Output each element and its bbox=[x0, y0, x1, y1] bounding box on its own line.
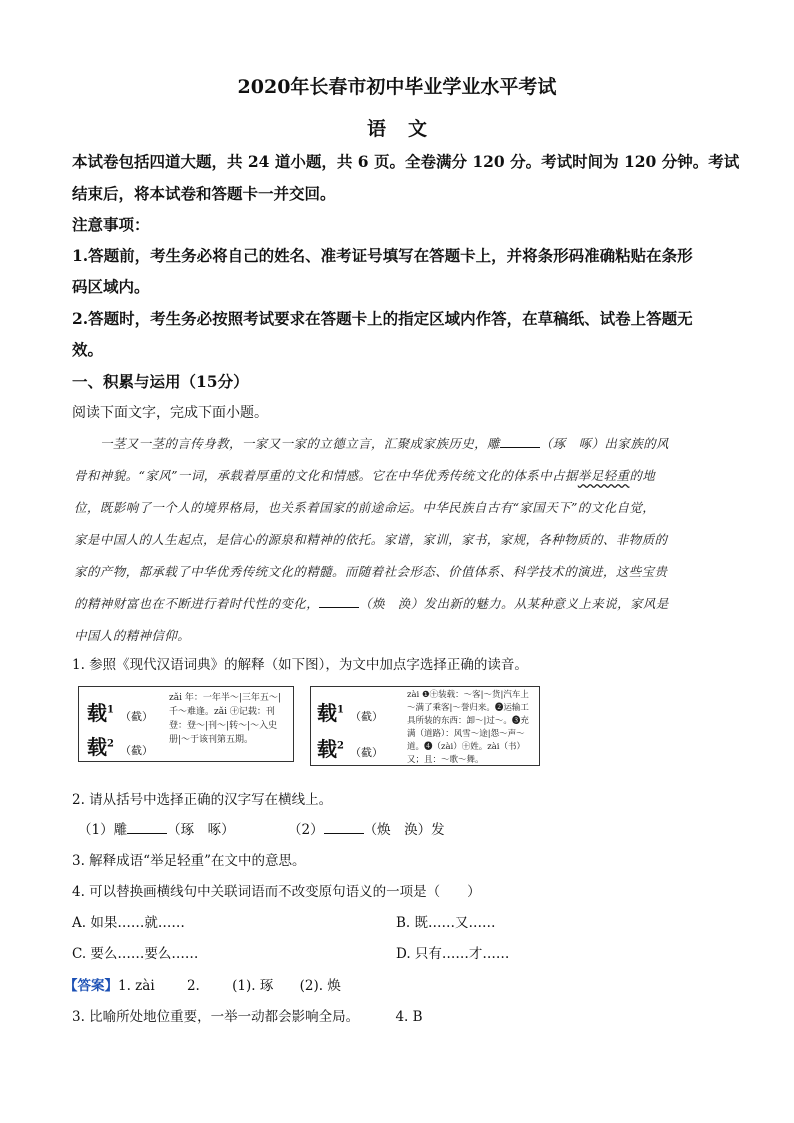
dict-head-2: 载$^2$（截） bbox=[317, 737, 383, 761]
blank-answer-1 bbox=[127, 821, 167, 834]
instructions-line-1: 本试卷包括四道大题，共 24 道小题，共 6 页。全卷满分 120 分。考试时间为 120 分钟。考试 bbox=[72, 152, 740, 171]
passage-line-1 bbox=[100, 434, 669, 452]
section-1-lead: 阅读下面文字，完成下面小题。 bbox=[72, 405, 268, 421]
instructions-line-2: 结束后，将本试卷和答题卡一并交回。 bbox=[72, 184, 336, 203]
question-2-part-1: （1）雕 （琢 啄） bbox=[78, 822, 235, 838]
passage-text: （琢 啄）出家族的风 bbox=[539, 436, 669, 451]
answer-2-part-2: (2). 焕 bbox=[299, 978, 341, 994]
dict-head-2: 载$^2$（截） bbox=[87, 735, 153, 759]
notice-1-line-1: 1.答题前，考生务必将自己的姓名、准考证号填写在答题卡上，并将条形码准确粘贴在条形 bbox=[72, 246, 693, 265]
answer-tag: 【答案】 bbox=[64, 978, 118, 994]
blank-answer-2 bbox=[324, 821, 364, 834]
dict-head-1: 载$^1$（截） bbox=[87, 701, 153, 725]
dict-definition: zǎi 年：一年半～|三年五～|千～难逢。zǎi ㊉记载：刊登：登～|刊～|转～|～入史册|～于该刊第五期。 bbox=[169, 693, 281, 745]
answer-line-1 bbox=[64, 974, 341, 994]
passage-line-7: 中国人的精神信仰。 bbox=[74, 628, 191, 643]
notice-1-line-2: 码区域内。 bbox=[72, 277, 150, 296]
dictionary-entry-right bbox=[310, 686, 540, 766]
blank-1 bbox=[500, 435, 540, 448]
dictionary-entry-left bbox=[78, 686, 294, 762]
answer-2-part-1: (1). 琢 bbox=[232, 978, 274, 994]
answer-1: 1. zài bbox=[118, 978, 155, 994]
section-1-heading: 一、积累与运用（15分） bbox=[72, 372, 249, 391]
passage-text: 一茎又一茎的言传身教，一家又一家的立德立言，汇聚成家族历史，雕 bbox=[100, 436, 500, 451]
dict-head-1: 载$^1$（截） bbox=[317, 701, 383, 725]
answer-2-number: 2. bbox=[186, 978, 200, 994]
blank-2 bbox=[319, 595, 359, 608]
option-b: B. 既……又…… bbox=[396, 915, 496, 931]
question-1: 1. 参照《现代汉语词典》的解释（如下图），为文中加点字选择正确的读音。 bbox=[72, 657, 528, 673]
idiom-underlined: 举足轻重 bbox=[577, 468, 630, 483]
question-2: 2. 请从括号中选择正确的汉字写在横线上。 bbox=[72, 792, 333, 808]
subject-title: 语文 bbox=[366, 118, 449, 140]
option-c: C. 要么……要么…… bbox=[72, 946, 199, 962]
passage-text: 的地 bbox=[629, 468, 656, 483]
page-title: 2020年长春市初中毕业学业水平考试 bbox=[237, 76, 557, 98]
answer-3: 3. 比喻所处地位重要，一举一动都会影响全局。 bbox=[72, 1009, 360, 1025]
notice-2-line-1: 2.答题时，考生务必按照考试要求在答题卡上的指定区域内作答，在草稿纸、试卷上答题无 bbox=[72, 309, 693, 328]
dict-definition: zài ❶㊉装载：～客|～货|汽车上～满了乘客|～誉归来。❷运输工具所装的东西：卸～|过～。❸充满（道路）：风雪～途|怨～声～道。❹（zài）㊉姓。zài（书）又；且：～歌～舞。 bbox=[407, 690, 529, 765]
question-2-part-2: （2） （焕 涣）发 bbox=[288, 822, 445, 838]
passage-line-4: 家是中国人的人生起点，是信心的源泉和精神的依托。家谱，家训，家书，家规，各种物质的、非物质的 bbox=[74, 532, 668, 547]
passage-line-3: 位，既影响了一个人的境界格局，也关系着国家的前途命运。中华民族自古有“家国天下”的文化自觉， bbox=[74, 500, 656, 515]
notice-label: 注意事项： bbox=[72, 215, 150, 234]
option-d: D. 只有……才…… bbox=[396, 946, 510, 962]
question-4: 4. 可以替换画横线句中关联词语而不改变原句语义的一项是（ ） bbox=[72, 884, 481, 900]
passage-text: 的精神财富也在不断进行着时代性的变化， bbox=[74, 596, 320, 611]
question-3: 3. 解释成语“举足轻重”在文中的意思。 bbox=[72, 853, 306, 869]
option-a: A. 如果……就…… bbox=[72, 915, 185, 931]
passage-line-2 bbox=[74, 466, 655, 484]
notice-2-line-2: 效。 bbox=[72, 340, 104, 359]
passage-text: （焕 涣）发出新的魅力。从某种意义上来说，家风是 bbox=[359, 596, 669, 611]
passage-text: 骨和神貌。“家风”一词，承载着厚重的文化和情感。它在中华优秀传统文化的体系中占据 bbox=[74, 468, 578, 483]
answer-4: 4. B bbox=[395, 1009, 423, 1025]
passage-line-5: 家的产物，都承载了中华优秀传统文化的精髓。而随着社会形态、价值体系、科学技术的演进，这些宝贵 bbox=[74, 564, 668, 579]
answer-line-2 bbox=[72, 1005, 423, 1025]
passage-line-6 bbox=[74, 594, 669, 612]
